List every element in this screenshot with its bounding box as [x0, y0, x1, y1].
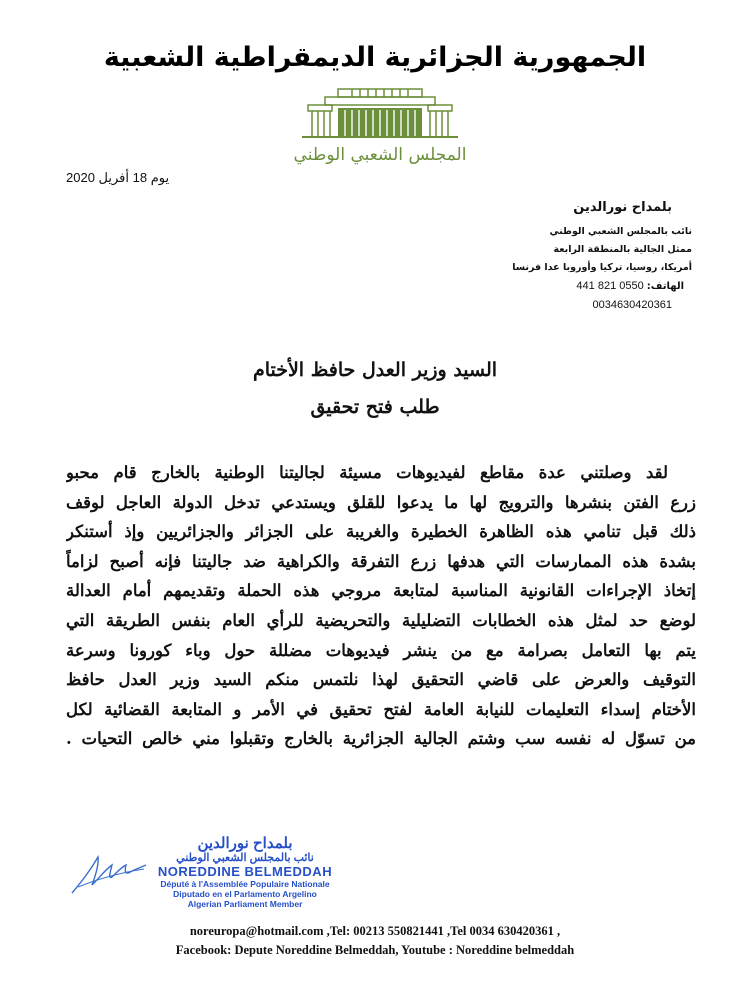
letterhead-title: الجمهورية الجزائرية الديمقراطية الشعبية: [103, 42, 647, 73]
stamp-french-title: Député à l'Assemblée Populaire Nationale: [160, 879, 330, 889]
footer-contact-line: noreuropa@hotmail.com ,Tel: 00213 550821441 ,Tel 0034 630420361 ,: [189, 924, 561, 938]
stamp-arabic-name: بلمداح نورالدين: [197, 835, 293, 852]
stamp-english-title: Algerian Parliament Member: [187, 899, 303, 909]
sender-constituency: ممثل الجالية بالمنطقة الرابعة: [553, 244, 692, 255]
phone-label: الهاتف:: [646, 281, 684, 292]
contact-footer: [0, 922, 750, 960]
body-line: ذلك قبل تنامي هذه الظاهرة الخطيرة والغريبة على الجزائر والجزائريين وإذ أستنكر: [66, 522, 696, 542]
sender-title: نائب بالمجلس الشعبي الوطني: [549, 226, 692, 237]
parliament-building-icon: [290, 86, 470, 166]
body-line: لوضع حد لمثل هذه الخطابات التضليلية والتحريضية للرأي العام بنفس الطريقة التي: [66, 610, 696, 630]
body-line: بشدة هذه الممارسات التي هدفها زرع التفرقة والكراهية ضد جاليتنا فإنه أصبح لزاماً: [66, 551, 696, 571]
logo-caption: المجلس الشعبي الوطني: [293, 145, 467, 165]
letter-date: يوم 18 أفريل 2020: [66, 170, 170, 185]
addressee-line: السيد وزير العدل حافظ الأختام: [252, 359, 498, 381]
footer-social-line: Facebook: Depute Noreddine Belmeddah, Youtube : Noreddine belmeddah: [175, 943, 575, 957]
body-line: إتخاذ الإجراءات القانونية المناسبة لمتابعة مروجي هذه الحملة وتقديمهم أمام العدالة: [66, 581, 696, 601]
sender-block: [432, 200, 692, 314]
handwritten-signature: [68, 843, 148, 898]
addressee-block: [0, 352, 750, 426]
stamp-arabic-title: نائب بالمجلس الشعبي الوطني: [176, 852, 314, 864]
phone-number: 0550 821 441: [576, 280, 644, 292]
body-line: التوقيف والعرض على قاضي التحقيق لهذا نلتمس منكم السيد وزير العدل حافظ: [66, 670, 696, 690]
body-line: زرع الفتن بنشرها والترويج لها ما يدعوا للقلق ويستدعي تدخل الدولة العاجل لوقف: [66, 492, 696, 512]
body-line: لقد وصلتني عدة مقاطع لفيديوهات مسيئة لجاليتنا الوطنية بالخارج قام محبو: [66, 463, 668, 482]
official-stamp: [145, 836, 345, 909]
sender-region: أمريكا، روسيا، تركيا وأوروبا عدا فرنسا: [512, 262, 692, 273]
handwritten-signature-icon: [68, 843, 148, 898]
body-line: يتم بها التعامل بصرامة مع من ينشر فيديوهات مضللة حول وباء كورونا وسرعة: [66, 640, 696, 660]
parliament-logo: [290, 86, 470, 166]
stamp-latin-name: NOREDDINE BELMEDDAH: [157, 864, 333, 879]
stamp-spanish-title: Diputado en el Parlamento Argelino: [173, 889, 317, 899]
body-line: من تسوّل له نفسه سب وشتم الجالية الجزائرية بالخارج وتقبلوا مني خالص التحيات .: [66, 729, 696, 749]
subject-line: طلب فتح تحقيق: [310, 396, 440, 418]
letter-body: [66, 458, 696, 754]
sender-phone-secondary: 0034630420361: [592, 299, 672, 311]
body-line: الأختام إسداء التعليمات للنيابة العامة لفتح تحقيق في الأمر و المتابعة القضائية لكل: [66, 699, 696, 719]
sender-phone-row: [432, 277, 684, 296]
sender-name: بلمداح نورالدين: [573, 200, 672, 215]
